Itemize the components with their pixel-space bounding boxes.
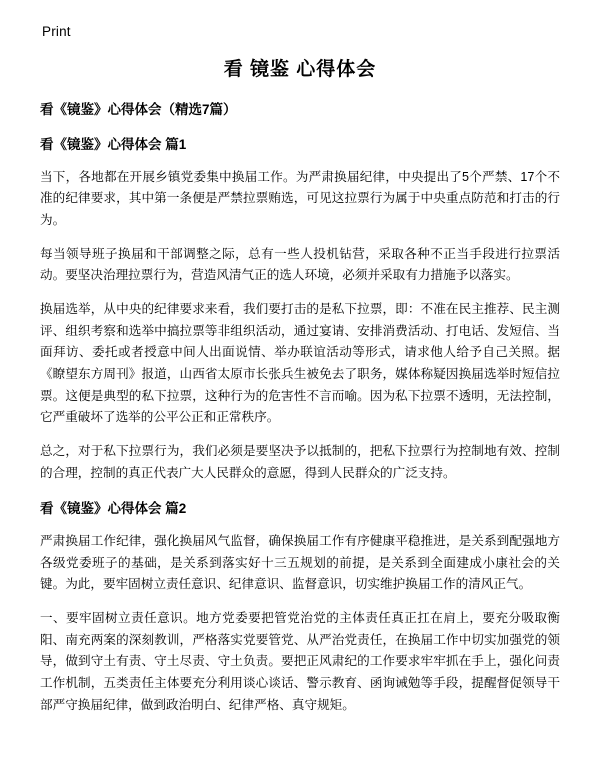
print-button[interactable]: Print: [42, 24, 71, 39]
paragraph: 换届选举，从中央的纪律要求来看，我们要打击的是私下拉票，即：不准在民主推荐、民主测评、组织考察和选举中搞拉票等非组织活动，通过宴请、安排消费活动、打电话、发短信、当面拜访、委托或者授意中间人出面说情、举办联谊活动等形式，请求他人给予自己关照。据《瞭望东方周刊》报道，山西省太原市长张兵生被免去了职务，媒体称疑因换届选举时短信拉票。这便是典型的私下拉票，这种行为的危害性不言而喻。因为私下拉票不透明，无法控制，它严重破坏了选举的公平公正和正常秩序。: [40, 301, 560, 425]
document-subtitle: 看《镜鉴》心得体会（精选7篇）: [40, 101, 237, 117]
paragraph: 一、要牢固树立责任意识。地方党委要把管党治党的主体责任真正扛在肩上，要充分吸取衡阳、南充两案的深刻教训，严格落实党要管党、从严治党责任，在换届工作中切实加强党的领导，做到守土有责、守土尽责、守土负责。要把正风肃纪的工作要求牢牢抓在手上，强化问责工作机制，五类责任主体要充分利用谈心谈话、警示教育、函询诫勉等手段，提醒督促领导干部严守换届纪律，做到政治明白、纪律严格、真守规矩。: [40, 611, 560, 712]
section-heading-2: 看《镜鉴》心得体会 篇2: [40, 501, 187, 517]
paragraph: 当下，各地都在开展乡镇党委集中换届工作。为严肃换届纪律，中央提出了5个严禁、17个不准的纪律要求，其中第一条便是严禁拉票贿选，可见这拉票行为属于中央重点防范和打击的行为。: [40, 169, 560, 227]
paragraph: 总之，对于私下拉票行为，我们必须是要坚决予以抵制的，把私下拉票行为控制地有效、控制的合理，控制的真正代表广大人民群众的意愿，得到人民群众的广泛支持。: [40, 443, 560, 480]
page-title: 看 镜鉴 心得体会: [223, 59, 377, 81]
section-heading-1: 看《镜鉴》心得体会 篇1: [40, 136, 187, 152]
paragraph: 每当领导班子换届和干部调整之际，总有一些人投机钻营，采取各种不正当手段进行拉票活动。要坚决治理拉票行为，营造风清气正的选人环境，必须并采取有力措施予以落实。: [40, 246, 560, 283]
paragraph: 严肃换届工作纪律，强化换届风气监督，确保换届工作有序健康平稳推进，是关系到配强地方各级党委班子的基础，是关系到落实好十三五规划的前提，是关系到全面建成小康社会的关键。为此，要牢固树立责任意识、纪律意识、监督意识，切实维护换届工作的清风正气。: [40, 534, 560, 592]
